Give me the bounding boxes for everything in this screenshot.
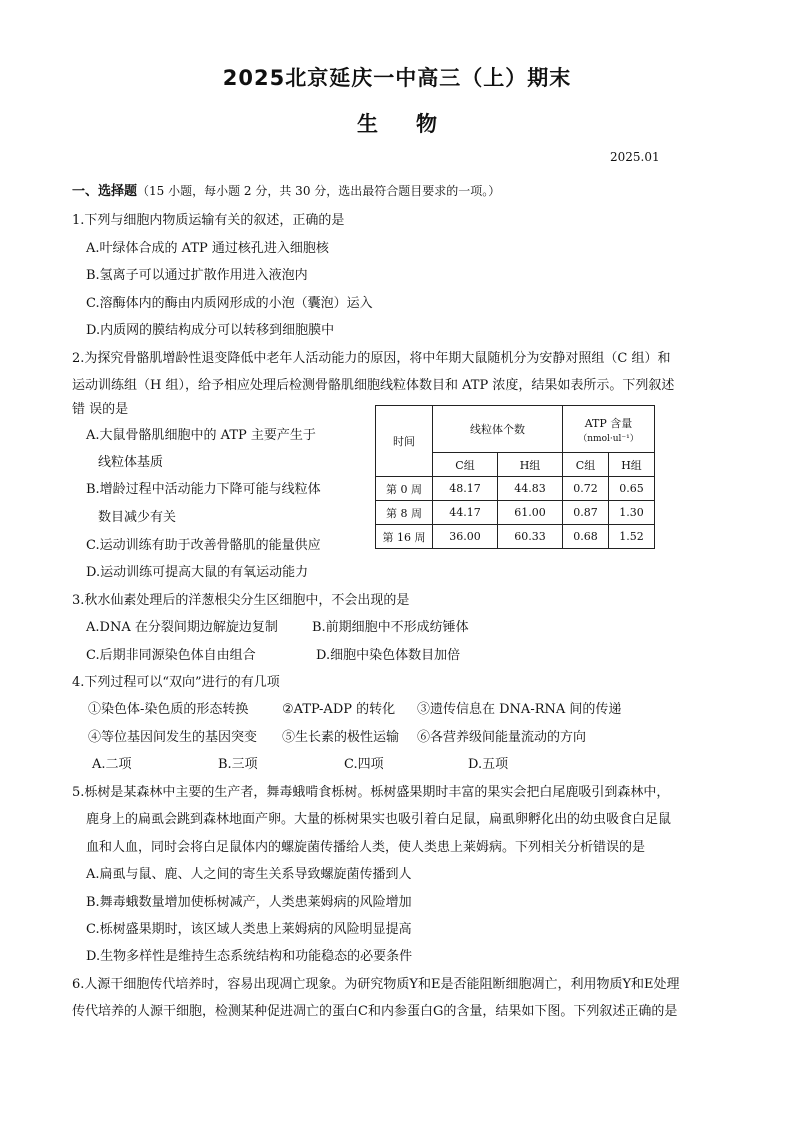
subject-title: 生物: [357, 112, 475, 136]
table-cell: 60.33: [498, 525, 563, 549]
q5-option-d: D.生物多样性是维持生态系统结构和功能稳态的必要条件: [86, 949, 413, 964]
q4-option-b: B.三项: [218, 757, 258, 772]
q3-option-c: C.后期非同源染色体自由组合: [86, 648, 256, 663]
q1-option-a: A.叶绿体合成的 ATP 通过核孔进入细胞核: [86, 241, 329, 256]
q1-option-b: B.氢离子可以通过扩散作用进入液泡内: [86, 268, 308, 283]
q2-option-b: B.增龄过程中活动能力下降可能与线粒体: [86, 482, 321, 497]
q4-item-1: ①染色体-染色质的形态转换: [88, 702, 249, 717]
q4-option-a: A.二项: [92, 757, 132, 772]
exam-date: 2025.01: [610, 150, 660, 164]
section-heading: 一、选择题: [72, 184, 138, 199]
q2-option-a: A.大鼠骨骼肌细胞中的 ATP 主要产生于: [86, 428, 316, 443]
q4-option-d: D.五项: [468, 757, 509, 772]
q4-item-4: ④等位基因间发生的基因突变: [88, 730, 258, 745]
q3-option-d: D.细胞中染色体数目加倍: [316, 648, 461, 663]
table-cell: 0.72: [563, 477, 609, 501]
table-row: [376, 525, 655, 549]
table-cell: 1.30: [609, 501, 655, 525]
table-row: [376, 477, 655, 501]
q3-option-b: B.前期细胞中不形成纺锤体: [312, 620, 469, 635]
q4-item-3: ③遗传信息在 DNA-RNA 间的传递: [417, 702, 622, 717]
q2-option-c: C.运动训练有助于改善骨骼肌的能量供应: [86, 538, 321, 553]
q1-option-c: C.溶酶体内的酶由内质网形成的小泡（囊泡）运入: [86, 296, 373, 311]
q4-item-2: ②ATP-ADP 的转化: [282, 702, 396, 717]
table-header-atp-label: ATP 含量: [584, 416, 633, 430]
question-6-stem-1: 6.人源干细胞传代培养时，容易出现凋亡现象。为研究物质Y和E是否能阻断细胞凋亡，利用物质Y和E处理: [72, 977, 680, 992]
question-6-stem-2: 传代培养的人源干细胞，检测某种促进凋亡的蛋白C和内参蛋白G的含量，结果如下图。下列叙述正确的是: [72, 1004, 678, 1019]
question-4-stem: 4.下列过程可以“双向”进行的有几项: [72, 675, 280, 690]
table-header-atp: [563, 406, 655, 453]
q4-item-5: ⑤生长素的极性运输: [282, 730, 400, 745]
exam-title: 2025北京延庆一中高三（上）期末: [222, 66, 572, 90]
table-cell-label: 第 16 周: [376, 525, 433, 549]
question-5-stem-2: 鹿身上的扁虱会跳到森林地面产卵。大量的栎树果实也吸引着白足鼠，扁虱卵孵化出的幼虫吸食白足鼠: [86, 812, 672, 827]
question-5-stem-1: 5.栎树是某森林中主要的生产者，舞毒蛾啃食栎树。栎树盛果期时丰富的果实会把白尾鹿吸引到森林中，: [72, 785, 670, 800]
table-row: [376, 501, 655, 525]
q2-option-b-cont: 数目减少有关: [98, 510, 177, 525]
q5-option-c: C.栎树盛果期时，该区域人类患上莱姆病的风险明显提高: [86, 922, 412, 937]
q4-item-6: ⑥各营养级间能量流动的方向: [417, 730, 587, 745]
table-header-atp-unit: （nmol·ul⁻¹）: [578, 433, 639, 444]
table-cell-label: 第 8 周: [376, 501, 433, 525]
table-subheader: H组: [498, 453, 563, 477]
section-note: （15 小题，每小题 2 分，共 30 分，选出最符合题目要求的一项。）: [137, 184, 501, 198]
table-cell: 0.87: [563, 501, 609, 525]
question-2-stem-2: 运动训练组（H 组），给予相应处理后检测骨骼肌细胞线粒体数目和 ATP 浓度，结果如表所示。下列叙述: [72, 378, 675, 393]
q2-option-a-cont: 线粒体基质: [98, 455, 164, 470]
q3-option-a: A.DNA 在分裂间期边解旋边复制: [86, 620, 278, 635]
table-cell: 48.17: [433, 477, 498, 501]
section-heading-row: [72, 180, 500, 199]
table-subheader: H组: [609, 453, 655, 477]
question-3-stem: 3.秋水仙素处理后的洋葱根尖分生区细胞中，不会出现的是: [72, 593, 410, 608]
table-subheader: C组: [433, 453, 498, 477]
table-cell: 61.00: [498, 501, 563, 525]
q1-option-d: D.内质网的膜结构成分可以转移到细胞膜中: [86, 323, 335, 338]
table-header-mito: 线粒体个数: [433, 406, 563, 453]
table-subheader: C组: [563, 453, 609, 477]
q5-option-a: A.扁虱与鼠、鹿、人之间的寄生关系导致螺旋菌传播到人: [86, 867, 412, 882]
table-header-time: 时间: [376, 406, 433, 477]
q2-data-table: [375, 405, 655, 549]
table-cell: 0.65: [609, 477, 655, 501]
table-cell: 0.68: [563, 525, 609, 549]
table-cell-label: 第 0 周: [376, 477, 433, 501]
q5-option-b: B.舞毒蛾数量增加使栎树减产，人类患莱姆病的风险增加: [86, 895, 412, 910]
question-2-stem-1: 2.为探究骨骼肌增龄性退变降低中老年人活动能力的原因，将中年期大鼠随机分为安静对照组（C 组）和: [72, 351, 671, 366]
table-cell: 1.52: [609, 525, 655, 549]
q2-option-d: D.运动训练可提高大鼠的有氧运动能力: [86, 565, 309, 580]
table-cell: 36.00: [433, 525, 498, 549]
table-cell: 44.17: [433, 501, 498, 525]
question-1-stem: 1.下列与细胞内物质运输有关的叙述，正确的是: [72, 213, 345, 228]
q4-option-c: C.四项: [344, 757, 384, 772]
question-2-stem-3: 错 误的是: [72, 402, 129, 417]
table-cell: 44.83: [498, 477, 563, 501]
question-5-stem-3: 血和人血，同时会将白足鼠体内的螺旋菌传播给人类，使人类患上莱姆病。下列相关分析错误的是: [86, 840, 646, 855]
